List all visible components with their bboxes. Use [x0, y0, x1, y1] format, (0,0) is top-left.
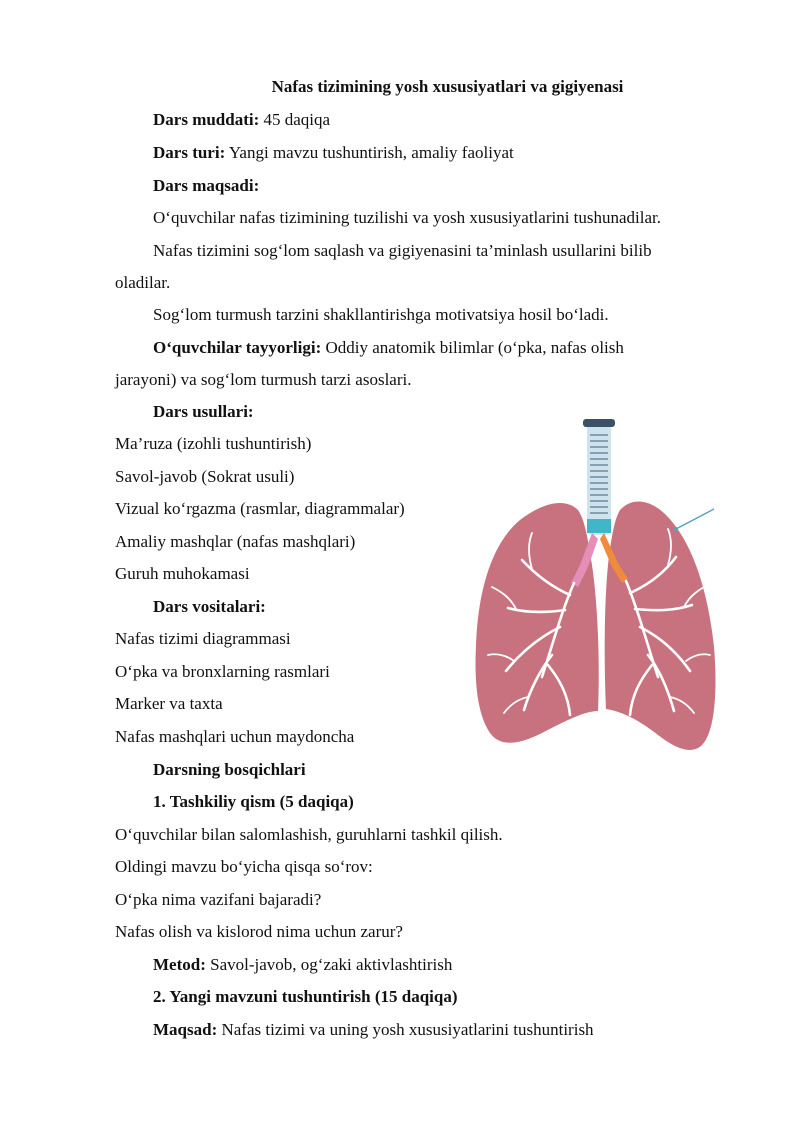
goal-item: Sog‘lom turmush tarzini shakllantirishga motivatsiya hosil bo‘ladi. [153, 305, 609, 324]
stage1-line: O‘pka nima vazifani bajaradi? [115, 890, 322, 909]
stage2-goal-value: Nafas tizimi va uning yosh xususiyatlarini tushuntirish [217, 1020, 594, 1039]
goal-item-cont: oladilar. [115, 273, 171, 292]
method-item: Guruh muhokamasi [115, 564, 250, 583]
duration-line [153, 109, 330, 131]
readiness-label: O‘quvchilar tayyorligi: [153, 338, 322, 357]
type-line [153, 142, 514, 164]
duration-value: 45 daqiqa [259, 110, 331, 129]
stage1-heading: 1. Tashkiliy qism (5 daqiqa) [153, 792, 354, 811]
stage1-line: Oldingi mavzu bo‘yicha qisqa so‘rov: [115, 857, 373, 876]
tool-item: Marker va taxta [115, 694, 223, 713]
tools-label: Dars vositalari: [153, 597, 266, 616]
stage1-method-line [153, 954, 452, 976]
stages-label: Darsning bosqichlari [153, 760, 306, 779]
stage1-line: O‘quvchilar bilan salomlashish, guruhlarni tashkil qilish. [115, 825, 503, 844]
duration-label: Dars muddati: [153, 110, 260, 129]
tool-item: O‘pka va bronxlarning rasmlari [115, 662, 330, 681]
tool-item: Nafas tizimi diagrammasi [115, 629, 291, 648]
goal-item: Nafas tizimini sog‘lom saqlash va gigiyenasini ta’minlash usullarini bilib [153, 241, 652, 260]
stage1-line: Nafas olish va kislorod nima uchun zarur? [115, 922, 403, 941]
trachea-cap [583, 419, 615, 427]
larynx-band [587, 519, 611, 533]
right-lung [605, 501, 716, 749]
stage2-heading: 2. Yangi mavzuni tushuntirish (15 daqiqa) [153, 987, 458, 1006]
readiness-line [153, 337, 624, 359]
pointer-dot [674, 527, 678, 531]
tool-item: Nafas mashqlari uchun maydoncha [115, 727, 355, 746]
trachea [587, 423, 611, 535]
method-item: Ma’ruza (izohli tushuntirish) [115, 434, 312, 453]
readiness-value: Oddiy anatomik bilimlar (o‘pka, nafas olish [321, 338, 624, 357]
page-title: Nafas tizimining yosh xususiyatlari va gigiyenasi [271, 77, 624, 96]
left-lung [476, 503, 599, 743]
method-item: Vizual ko‘rgazma (rasmlar, diagrammalar) [115, 499, 405, 518]
goal-item: O‘quvchilar nafas tizimining tuzilishi va yosh xususiyatlarini tushunadilar. [153, 208, 662, 227]
readiness-cont: jarayoni) va sog‘lom turmush tarzi asoslari. [115, 370, 412, 389]
methods-label: Dars usullari: [153, 402, 254, 421]
stage1-method-value: Savol-javob, og‘zaki aktivlashtirish [205, 955, 453, 974]
lungs-illustration [470, 415, 720, 755]
type-value: Yangi mavzu tushuntirish, amaliy faoliyat [225, 143, 514, 162]
method-item: Savol-javob (Sokrat usuli) [115, 467, 295, 486]
pointer-line [676, 509, 714, 529]
type-label: Dars turi: [153, 143, 226, 162]
stage2-goal-label: Maqsad: [153, 1020, 218, 1039]
goal-label: Dars maqsadi: [153, 176, 260, 195]
stage1-method-label: Metod: [153, 955, 206, 974]
stage2-goal-line [153, 1019, 594, 1041]
method-item: Amaliy mashqlar (nafas mashqlari) [115, 532, 356, 551]
